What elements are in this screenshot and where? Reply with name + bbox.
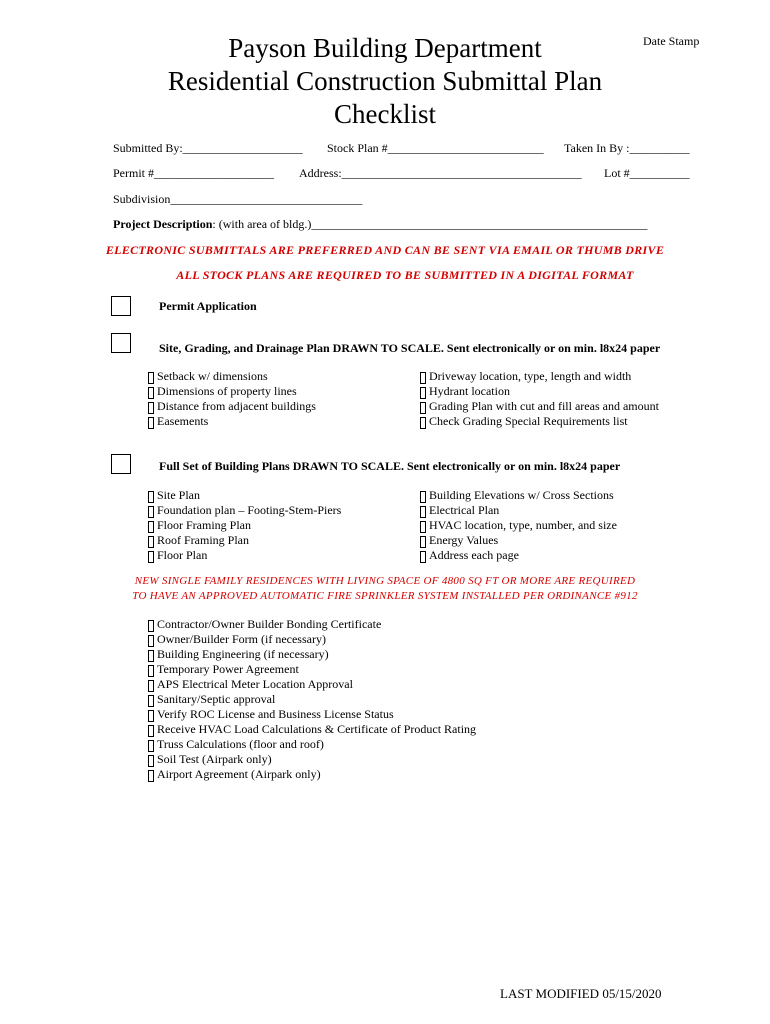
checkbox-icon[interactable] xyxy=(420,417,426,429)
checkbox-icon[interactable] xyxy=(148,372,154,384)
checkbox-icon[interactable] xyxy=(148,665,154,677)
list-item[interactable]: Energy Values xyxy=(420,533,617,548)
address-field[interactable]: Address:________________________________________ xyxy=(299,166,582,180)
electronic-submittal-notice: ELECTRONIC SUBMITTALS ARE PREFERRED AND CAN BE SENT VIA EMAIL OR THUMB DRIVE xyxy=(105,243,665,257)
list-item[interactable]: Floor Plan xyxy=(148,548,341,563)
list-item[interactable]: APS Electrical Meter Location Approval xyxy=(148,677,476,692)
permit-application-label: Permit Application xyxy=(159,299,257,313)
list-item[interactable]: Hydrant location xyxy=(420,384,659,399)
checkbox-icon[interactable] xyxy=(148,725,154,737)
checkbox-icon[interactable] xyxy=(148,695,154,707)
checkbox-icon[interactable] xyxy=(148,680,154,692)
last-modified: LAST MODIFIED 05/15/2020 xyxy=(500,986,662,1001)
checkbox-icon[interactable] xyxy=(148,417,154,429)
list-item[interactable]: Electrical Plan xyxy=(420,503,617,518)
project-description-blank: : (with area of bldg.)________________________________________________________ xyxy=(212,217,648,231)
building-plans-right-list xyxy=(420,488,617,563)
permit-number-field[interactable]: Permit #____________________ xyxy=(113,166,274,180)
checkbox-icon[interactable] xyxy=(148,635,154,647)
checkbox-icon[interactable] xyxy=(148,387,154,399)
site-plan-label: Site, Grading, and Drainage Plan DRAWN TO SCALE. Sent electronically or on min. l8x24 paper xyxy=(159,341,661,355)
sprinkler-notice-line-2: TO HAVE AN APPROVED AUTOMATIC FIRE SPRINKLER SYSTEM INSTALLED PER ORDINANCE #912 xyxy=(132,590,638,602)
list-item[interactable]: Airport Agreement (Airpark only) xyxy=(148,767,476,782)
building-plans-checkbox[interactable] xyxy=(111,454,131,474)
submitted-by-field[interactable]: Submitted By:____________________ xyxy=(113,141,303,155)
list-item[interactable]: Receive HVAC Load Calculations & Certificate of Product Rating xyxy=(148,722,476,737)
taken-in-by-field[interactable]: Taken In By :__________ xyxy=(564,141,690,155)
checkbox-icon[interactable] xyxy=(420,402,426,414)
site-plan-left-list xyxy=(148,369,316,429)
checkbox-icon[interactable] xyxy=(420,521,426,533)
list-item[interactable]: Check Grading Special Requirements list xyxy=(420,414,659,429)
lot-number-field[interactable]: Lot #__________ xyxy=(604,166,690,180)
list-item[interactable]: Soil Test (Airpark only) xyxy=(148,752,476,767)
list-item[interactable]: Address each page xyxy=(420,548,617,563)
list-item[interactable]: Temporary Power Agreement xyxy=(148,662,476,677)
list-item[interactable]: Foundation plan – Footing-Stem-Piers xyxy=(148,503,341,518)
checkbox-icon[interactable] xyxy=(148,551,154,563)
list-item[interactable]: Truss Calculations (floor and roof) xyxy=(148,737,476,752)
building-plans-label: Full Set of Building Plans DRAWN TO SCALE. Sent electronically or on min. l8x24 paper xyxy=(159,459,621,473)
list-item[interactable]: Easements xyxy=(148,414,316,429)
list-item[interactable]: Building Elevations w/ Cross Sections xyxy=(420,488,617,503)
checkbox-icon[interactable] xyxy=(420,387,426,399)
list-item[interactable]: HVAC location, type, number, and size xyxy=(420,518,617,533)
checkbox-icon[interactable] xyxy=(420,506,426,518)
checkbox-icon[interactable] xyxy=(148,402,154,414)
checkbox-icon[interactable] xyxy=(148,710,154,722)
project-description-label: Project Description xyxy=(113,217,213,231)
checkbox-icon[interactable] xyxy=(148,521,154,533)
stock-plan-notice: ALL STOCK PLANS ARE REQUIRED TO BE SUBMITTED IN A DIGITAL FORMAT xyxy=(176,268,634,282)
list-item[interactable]: Dimensions of property lines xyxy=(148,384,316,399)
stock-plan-field[interactable]: Stock Plan #__________________________ xyxy=(327,141,544,155)
checkbox-icon[interactable] xyxy=(148,620,154,632)
additional-requirements-list xyxy=(148,617,476,782)
checkbox-icon[interactable] xyxy=(148,650,154,662)
list-item[interactable]: Setback w/ dimensions xyxy=(148,369,316,384)
checkbox-icon[interactable] xyxy=(420,491,426,503)
checkbox-icon[interactable] xyxy=(148,740,154,752)
checkbox-icon[interactable] xyxy=(148,770,154,782)
checkbox-icon[interactable] xyxy=(148,755,154,767)
building-plans-left-list xyxy=(148,488,341,563)
checkbox-icon[interactable] xyxy=(420,372,426,384)
title-line-2: Residential Construction Submittal Plan xyxy=(167,66,603,96)
list-item[interactable]: Contractor/Owner Builder Bonding Certificate xyxy=(148,617,476,632)
list-item[interactable]: Roof Framing Plan xyxy=(148,533,341,548)
checkbox-icon[interactable] xyxy=(148,491,154,503)
project-description-field[interactable] xyxy=(113,217,647,232)
list-item[interactable]: Sanitary/Septic approval xyxy=(148,692,476,707)
list-item[interactable]: Driveway location, type, length and width xyxy=(420,369,659,384)
title-line-1: Payson Building Department xyxy=(228,33,542,63)
list-item[interactable]: Owner/Builder Form (if necessary) xyxy=(148,632,476,647)
checkbox-icon[interactable] xyxy=(420,536,426,548)
checkbox-icon[interactable] xyxy=(148,536,154,548)
checkbox-icon[interactable] xyxy=(420,551,426,563)
list-item[interactable]: Site Plan xyxy=(148,488,341,503)
list-item[interactable]: Building Engineering (if necessary) xyxy=(148,647,476,662)
date-stamp-label: Date Stamp xyxy=(643,34,700,48)
list-item[interactable]: Verify ROC License and Business License Status xyxy=(148,707,476,722)
site-plan-checkbox[interactable] xyxy=(111,333,131,353)
list-item[interactable]: Floor Framing Plan xyxy=(148,518,341,533)
checkbox-icon[interactable] xyxy=(148,506,154,518)
list-item[interactable]: Distance from adjacent buildings xyxy=(148,399,316,414)
site-plan-right-list xyxy=(420,369,659,429)
list-item[interactable]: Grading Plan with cut and fill areas and amount xyxy=(420,399,659,414)
permit-application-checkbox[interactable] xyxy=(111,296,131,316)
subdivision-field[interactable]: Subdivision________________________________ xyxy=(113,192,363,206)
sprinkler-notice-line-1: NEW SINGLE FAMILY RESIDENCES WITH LIVING SPACE OF 4800 SQ FT OR MORE ARE REQUIRED xyxy=(134,575,636,587)
title-line-3: Checklist xyxy=(334,99,436,129)
